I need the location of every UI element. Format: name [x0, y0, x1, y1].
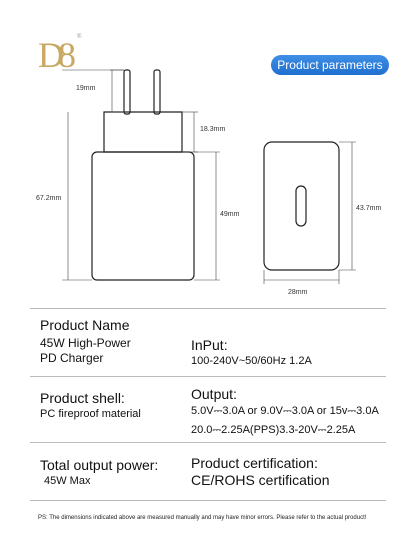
divider-lower [30, 442, 386, 443]
product-name-value-2: PD Charger [40, 351, 104, 365]
total-power-label: Total output power: [40, 457, 159, 473]
plug-base [104, 112, 182, 152]
disclaimer-note: PS: The dimensions indicated above are measured manually and may have minor errors. Please refer to the actual product! [38, 515, 367, 521]
divider-middle [30, 376, 386, 377]
shell-label: Product shell: [40, 390, 125, 406]
logo-text: D8 [38, 35, 70, 75]
output-label: Output: [191, 386, 237, 402]
divider-top [30, 308, 386, 309]
divider-bottom [30, 500, 386, 501]
dim-plug-base: 18.3mm [200, 126, 226, 133]
input-label: InPut: [191, 337, 228, 353]
charger-body-front [264, 142, 339, 270]
product-name-value-1: 45W High-Power [40, 336, 131, 350]
charger-body-side [92, 152, 194, 280]
certification-value: CE/ROHS certification [191, 472, 330, 488]
registered-mark: ® [77, 34, 82, 40]
output-value-1: 5.0V⎓3.0A or 9.0V⎓3.0A or 15v⎓3.0A [191, 405, 379, 417]
output-value-2: 20.0⎓2.25A(PPS)3.3-20V⎓2.25A [191, 424, 356, 436]
dim-front-width: 28mm [288, 289, 308, 296]
usb-c-port [296, 186, 306, 226]
pin-left [124, 70, 130, 114]
dim-total-height: 67.2mm [36, 195, 62, 202]
product-name-label: Product Name [40, 317, 130, 333]
product-parameters-badge: Product parameters [271, 55, 389, 75]
shell-value: PC fireproof material [40, 408, 141, 420]
total-power-value: 45W Max [44, 475, 91, 487]
input-value: 100-240V~50/60Hz 1.2A [191, 355, 312, 367]
certification-label: Product certification: [191, 455, 318, 471]
dim-front-height: 43.7mm [356, 205, 382, 212]
pin-right [154, 70, 160, 114]
dim-body-height: 49mm [220, 211, 240, 218]
dim-pin-height: 19mm [76, 85, 96, 92]
